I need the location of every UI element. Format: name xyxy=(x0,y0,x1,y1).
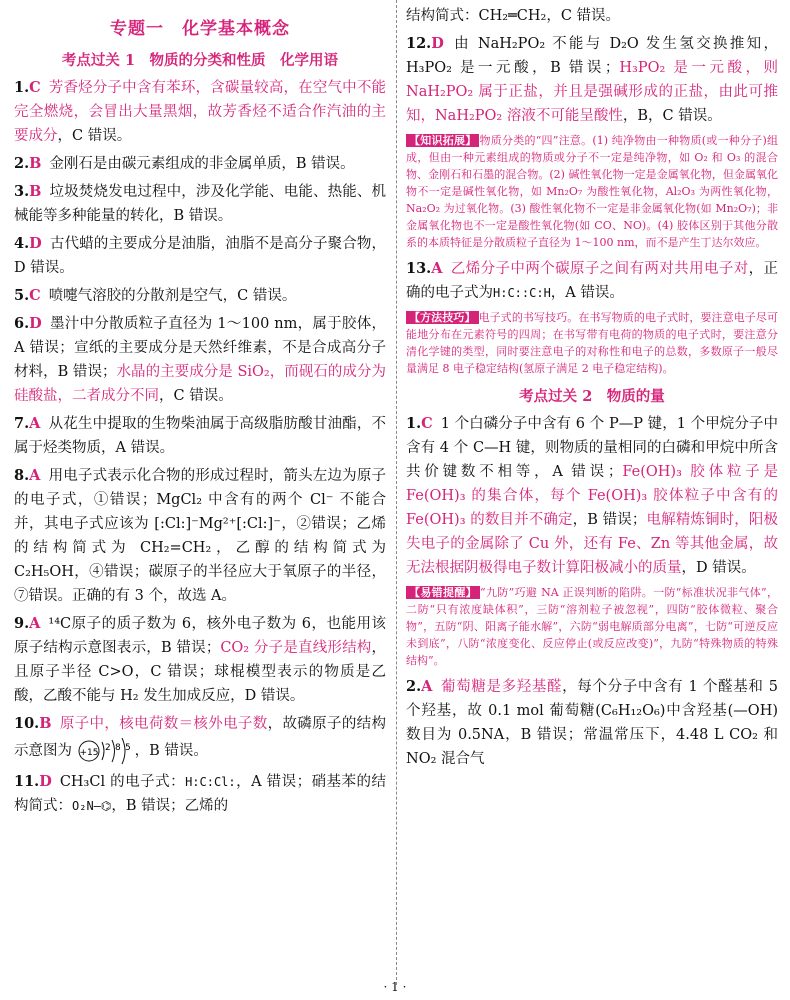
continuation-text: 结构简式：CH₂═CH₂，C 错误。 xyxy=(406,8,621,24)
svg-text:8: 8 xyxy=(114,743,121,753)
answer-item-2: 2.B 金刚石是由碳元素组成的非金属单质，B 错误。 xyxy=(14,155,355,172)
answer-item-5: 5.C 喷嚏气溶胶的分散剂是空气，C 错误。 xyxy=(14,287,297,304)
answer-item-1: 1.C 芳香烃分子中含有苯环，含碳量较高，在空气中不能完全燃烧，会冒出大量黑烟，故芳香烃不适合作汽油的主要成分，C 错误。 xyxy=(14,79,386,144)
section-heading-2: 考点过关 2 物质的量 xyxy=(519,388,665,405)
page-number: · 1 · xyxy=(383,980,407,994)
knowledge-extension-box: 【知识拓展】 物质分类的“四”注意。(1) 纯净物由一种物质(或一种分子)组成，但由一种元素组成的物质或分子不一定是纯净物，如 O₂ 和 O₃ 的混合物、金刚石和石墨的混合物。(2) 碱性氧化物一定是金属氧化物，但金属氧化物不一定是碱性氧化物，如 Mn₂O₇ 为酸性氧化物，Al₂O₃ 为两性氧化物，Na₂O₂ 为过氧化物。(3) 酸性氧化物不一定是非金属氧化物(如 Mn₂O₇)；非金属氧化物也不一定是酸性氧化物(如 CO、NO)。(4) 胶体区别于其他分散系的本质特征是分散质粒子直径为 1～100 nm，而不是产生丁达尔效应。 xyxy=(406,134,778,249)
answer-item-10: 10.B 原子中，核电荷数＝核外电子数，故磷原子的结构示意图为 +15 2 8 5 ，B 错误。 xyxy=(14,712,386,766)
phosphorus-atom-diagram xyxy=(77,736,135,766)
svg-text:5: 5 xyxy=(124,743,131,753)
answer-item-12: 12.D 由 NaH₂PO₂ 不能与 D₂O 发生氢交换推知，H₃PO₂ 是一元酸，B 错误；H₃PO₂ 是一元酸，则 NaH₂PO₂ 属于正盐，并且是强碱形成的正盐，由此可推知，NaH₂PO₂ 溶液不可能呈酸性，B，C 错误。 xyxy=(406,35,778,124)
page-title: 专题一 化学基本概念 xyxy=(110,19,290,39)
answer-item-4: 4.D 古代蜡的主要成分是油脂，油脂不是高分子聚合物，D 错误。 xyxy=(14,235,386,276)
svg-text:2: 2 xyxy=(104,743,111,753)
answer-item-9: 9.A ¹⁴C原子的质子数为 6，核外电子数为 6，也能用该原子结构示意图表示，B 错误；CO₂ 分子是直线形结构，且原子半径 C>O，C 错误；球棍模型表示的物质是乙酸，乙酸不能与 H₂ 发生加成反应，D 错误。 xyxy=(14,615,387,704)
answer-item-7: 7.A 从花生中提取的生物柴油属于高级脂肪酸甘油酯，不属于烃类物质，A 错误。 xyxy=(14,415,386,456)
answer-item-2-2: 2.A 葡萄糖是多羟基醛，每个分子中含有 1 个醛基和 5 个羟基，故 0.1 mol 葡萄糖(C₆H₁₂O₆)中含羟基(—OH)数目为 0.5NA，B 错误；常温常压下，4.48 L CO₂ 和 NO₂ 混合气 xyxy=(406,678,779,767)
answer-item-13: 13.A 乙烯分子中两个碳原子之间有两对共用电子对，正确的电子式为H:C::C:H，A 错误。 xyxy=(406,257,778,305)
answer-item-3: 3.B 垃圾焚烧发电过程中，涉及化学能、电能、热能、机械能等多种能量的转化，B 错误。 xyxy=(14,183,386,224)
section-heading-1: 考点过关 1 物质的分类和性质 化学用语 xyxy=(61,52,339,69)
right-column xyxy=(406,0,778,775)
method-tips-box: 【方法技巧】 电子式的书写技巧。在书写物质的电子式时，要注意电子尽可能地分布在元素符号的四周；在书写带有电荷的物质的电子式时，要注意分清化学键的类型，同时要注意电子的对称性和电子的总数，多数原子一般尽量满足 8 电子稳定结构(氢原子满足 2 电子稳定结构)。 xyxy=(406,311,778,375)
nitrobenzene-structure: O₂N—⌬ xyxy=(72,799,112,813)
answer-item-8: 8.A 用电子式表示化合物的形成过程时，箭头左边为原子的电子式，①错误；MgCl₂ 中含有的两个 Cl⁻ 不能合并，其电子式应该为 [:Cl:]⁻Mg²⁺[:Cl:]⁻，②错误；乙烯的结构简式为 CH₂=CH₂，乙醇的结构简式为 C₂H₅OH，④错误；碳原子的半径应大于氧原子的半径，⑦错误。正确的有 3 个，故选 A。 xyxy=(14,467,386,604)
answer-item-11: 11.D CH₃Cl 的电子式：H:C:Cl:，A 错误；硝基苯的结构简式：O₂N—⌬，B 错误；乙烯的 xyxy=(14,770,386,818)
ethylene-electron-formula: H:C::C:H xyxy=(493,286,551,300)
answer-item-6: 6.D 墨汁中分散质粒子直径为 1～100 nm，属于胶体，A 错误；宣纸的主要成分是天然纤维素，不是合成高分子材料，B 错误；水晶的主要成分是 SiO₂，而砚石的成分为硅酸盐，二者成分不同，C 错误。 xyxy=(14,315,386,404)
column-divider xyxy=(396,0,397,985)
svg-text:+15: +15 xyxy=(79,748,99,758)
left-column xyxy=(14,0,386,822)
error-reminder-box: 【易错提醒】 “九防”巧避 NA 正误判断的陷阱。一防“标准状况非气体”，二防“只有浓度缺体积”，三防“溶剂粒子被忽视”，四防“胶体微粒、聚合物”，五防“阴、阳离子能水解”，六防“弱电解质部分电离”，七防“可逆反应未到底”，八防“浓度变化、反应停止(或反应改变)”，九防“特殊物质的特殊结构”。 xyxy=(406,586,779,667)
ch3cl-electron-formula: H:C:Cl: xyxy=(185,775,236,789)
answer-item-2-1: 1.C 1 个白磷分子中含有 6 个 P—P 键，1 个甲烷分子中含有 4 个 C—H 键，则物质的量相同的白磷和甲烷中所含共价键数不相等，A 错误；Fe(OH)₃ 胶体粒子是 Fe(OH)₃ 的集合体，每个 Fe(OH)₃ 胶体粒子中含有的 Fe(OH)₃ 的数目并不确定，B 错误；电解精炼铜时，阳极失电子的金属除了 Cu 外，还有 Fe、Zn 等其他金属，故无法根据阴极得电子数计算阳极减小的质量，D 错误。 xyxy=(406,415,779,576)
